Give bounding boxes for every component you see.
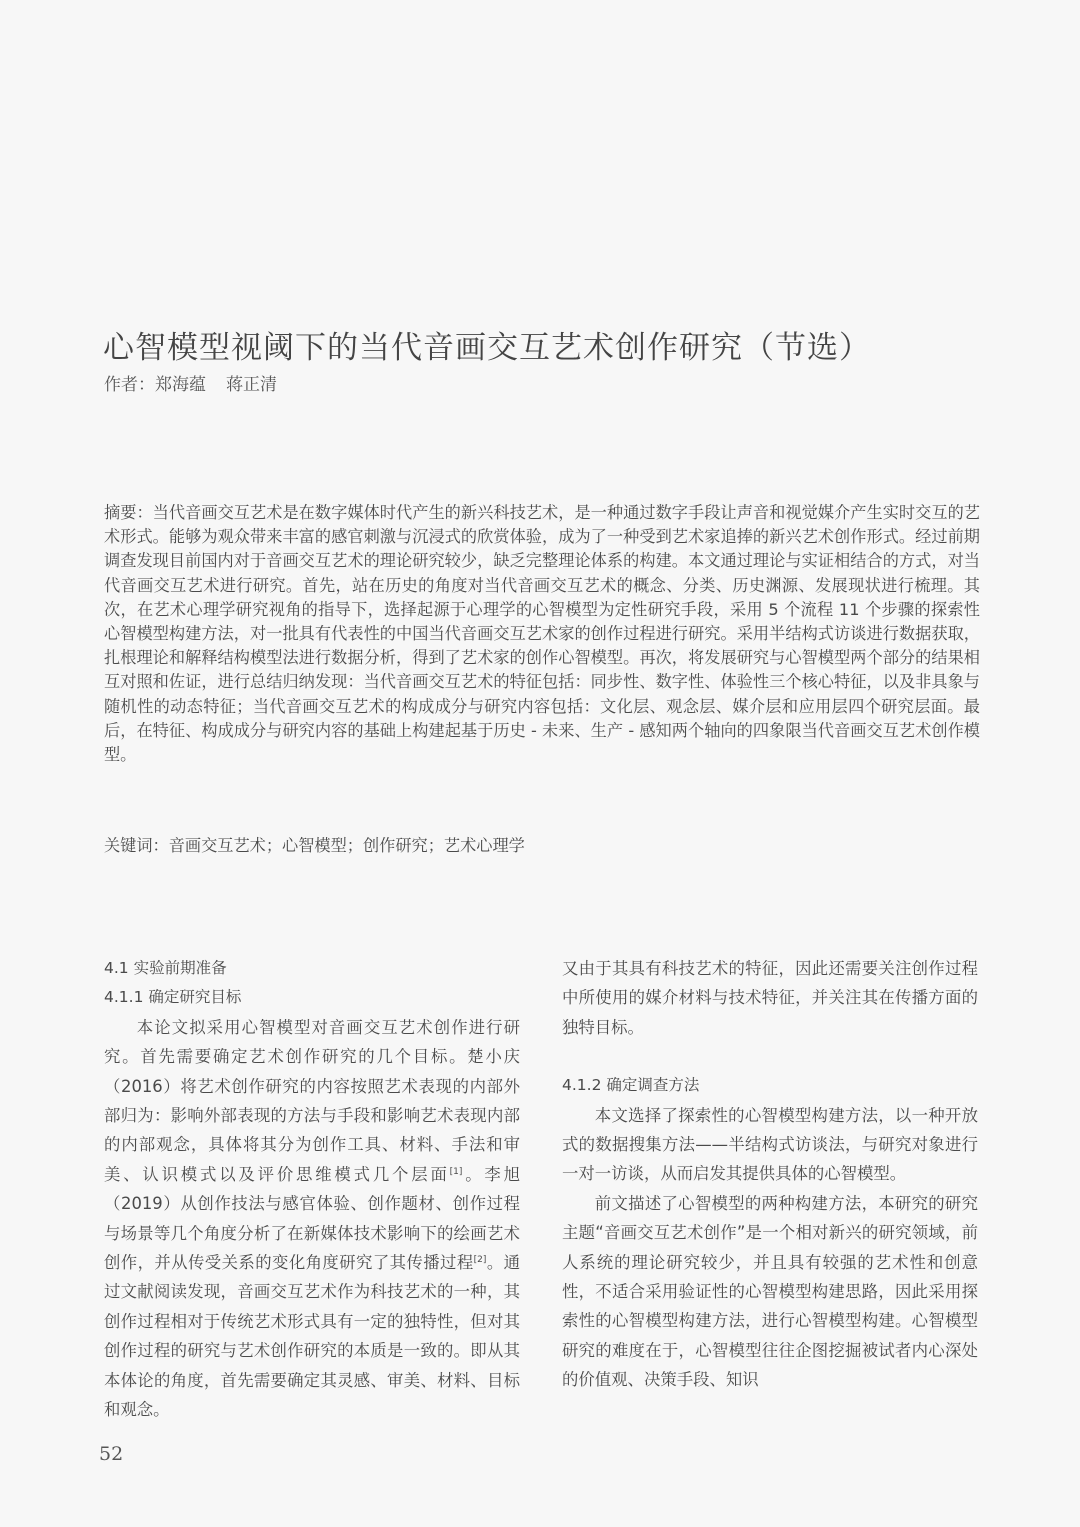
keywords-text: 音画交互艺术；心智模型；创作研究；艺术心理学 <box>168 836 525 855</box>
abstract-text: 当代音画交互艺术是在数字媒体时代产生的新兴科技艺术，是一种通过数字手段让声音和视觉媒介产生实时交互的艺术形式。能够为观众带来丰富的感官刺激与沉浸式的欣赏体验，成为了一种受到艺术家追捧的新兴艺术创作形式。经过前期调查发现目前国内对于音画交互艺术的理论研究较少，缺乏完整理论体系的构建。本文通过理论与实证相结合的方式，对当代音画交互艺术进行研究。首先，站在历史的角度对当代音画交互艺术的概念、分类、历史渊源、发展现状进行梳理。其次，在艺术心理学研究视角的指导下，选择起源于心理学的心智模型为定性研究手段，采用 5 个流程 11 个步骤的探索性心智模型构建方法，对一批具有代表性的中国当代音画交互艺术家的创作过程进行研究。采用半结构式访谈进行数据获取，扎根理论和解释结构模型法进行数据分析，得到了艺术家的创作心智模型。再次，将发展研究与心智模型两个部分的结果相互对照和佐证，进行总结归纳发现：当代音画交互艺术的特征包括：同步性、数字性、体验性三个核心特征，以及非具象与随机性的动态特征；当代音画交互艺术的构成成分与研究内容包括：文化层、观念层、媒介层和应用层四个研究层面。最后，在特征、构成成分与研究内容的基础上构建起基于历史 - 未来、生产 - 感知两个轴向的四象限当代音画交互艺术创作模型。 <box>104 503 980 765</box>
article-title: 心智模型视阈下的当代音画交互艺术创作研究（节选） <box>103 330 871 366</box>
author-name: 郑海蕴 <box>155 375 206 395</box>
paragraph-text: 。通过文献阅读发现，音画交互艺术作为科技艺术的一种，其创作过程相对于传统艺术形式具有一定的独特性，但对其创作过程的研究与艺术创作研究的本质是一致的。即从其本体论的角度，首先需要确定其灵感、审美、材料、目标和观念。 <box>104 1253 521 1420</box>
body-paragraph: 本文选择了探索性的心智模型构建方法，以一种开放式的数据搜集方法——半结构式访谈法，与研究对象进行一对一访谈，从而启发其提供具体的心智模型。 <box>562 1105 978 1184</box>
keywords-label: 关键词： <box>104 836 169 855</box>
abstract <box>104 501 980 767</box>
body-paragraph <box>104 1013 520 1425</box>
citation-ref: [1] <box>449 1166 463 1177</box>
author-line <box>104 373 277 397</box>
keywords <box>104 834 980 858</box>
citation-ref: [2] <box>473 1255 487 1266</box>
body-paragraph: 又由于其具有科技艺术的特征，因此还需要关注创作过程中所使用的媒介材料与技术特征，并关注其在传播方面的独特目标。 <box>562 959 978 1037</box>
subsection-heading: 4.1.1 确定研究目标 <box>104 988 242 1007</box>
right-column <box>562 954 978 1395</box>
section-heading: 4.1 实验前期准备 <box>104 959 227 977</box>
left-column <box>104 954 520 1425</box>
subsection-heading: 4.1.2 确定调查方法 <box>562 1076 700 1095</box>
paragraph-text: 。李旭（2019）从创作技法与感官体验、创作题材、创作过程与场景等几个角度分析了在新媒体技术影响下的绘画艺术创作，并从传受关系的变化角度研究了其传播过程 <box>104 1164 521 1273</box>
author-label: 作者： <box>104 375 155 395</box>
paragraph-text: 本论文拟采用心智模型对音画交互艺术创作进行研究。首先需要确定艺术创作研究的几个目标。楚小庆（2016）将艺术创作研究的内容按照艺术表现的内部外部归为：影响外部表现的方法与手段和影响艺术表现内部的内部观念，具体将其分为创作工具、材料、手法和审美、认识模式以及评价思维模式几个层面 <box>104 1017 520 1184</box>
body-paragraph: 前文描述了心智模型的两种构建方法，本研究的研究主题“音画交互艺术创作”是一个相对新兴的研究领域，前人系统的理论研究较少，并且具有较强的艺术性和创意性，不适合采用验证性的心智模型构建思路，因此采用探索性的心智模型构建方法，进行心智模型构建。心智模型研究的难度在于，心智模型往往企图挖掘被试者内心深处的价值观、决策手段、知识 <box>562 1193 978 1390</box>
page-number: 52 <box>99 1443 124 1465</box>
author-name: 蒋正清 <box>226 375 277 395</box>
abstract-label: 摘要： <box>104 503 153 522</box>
